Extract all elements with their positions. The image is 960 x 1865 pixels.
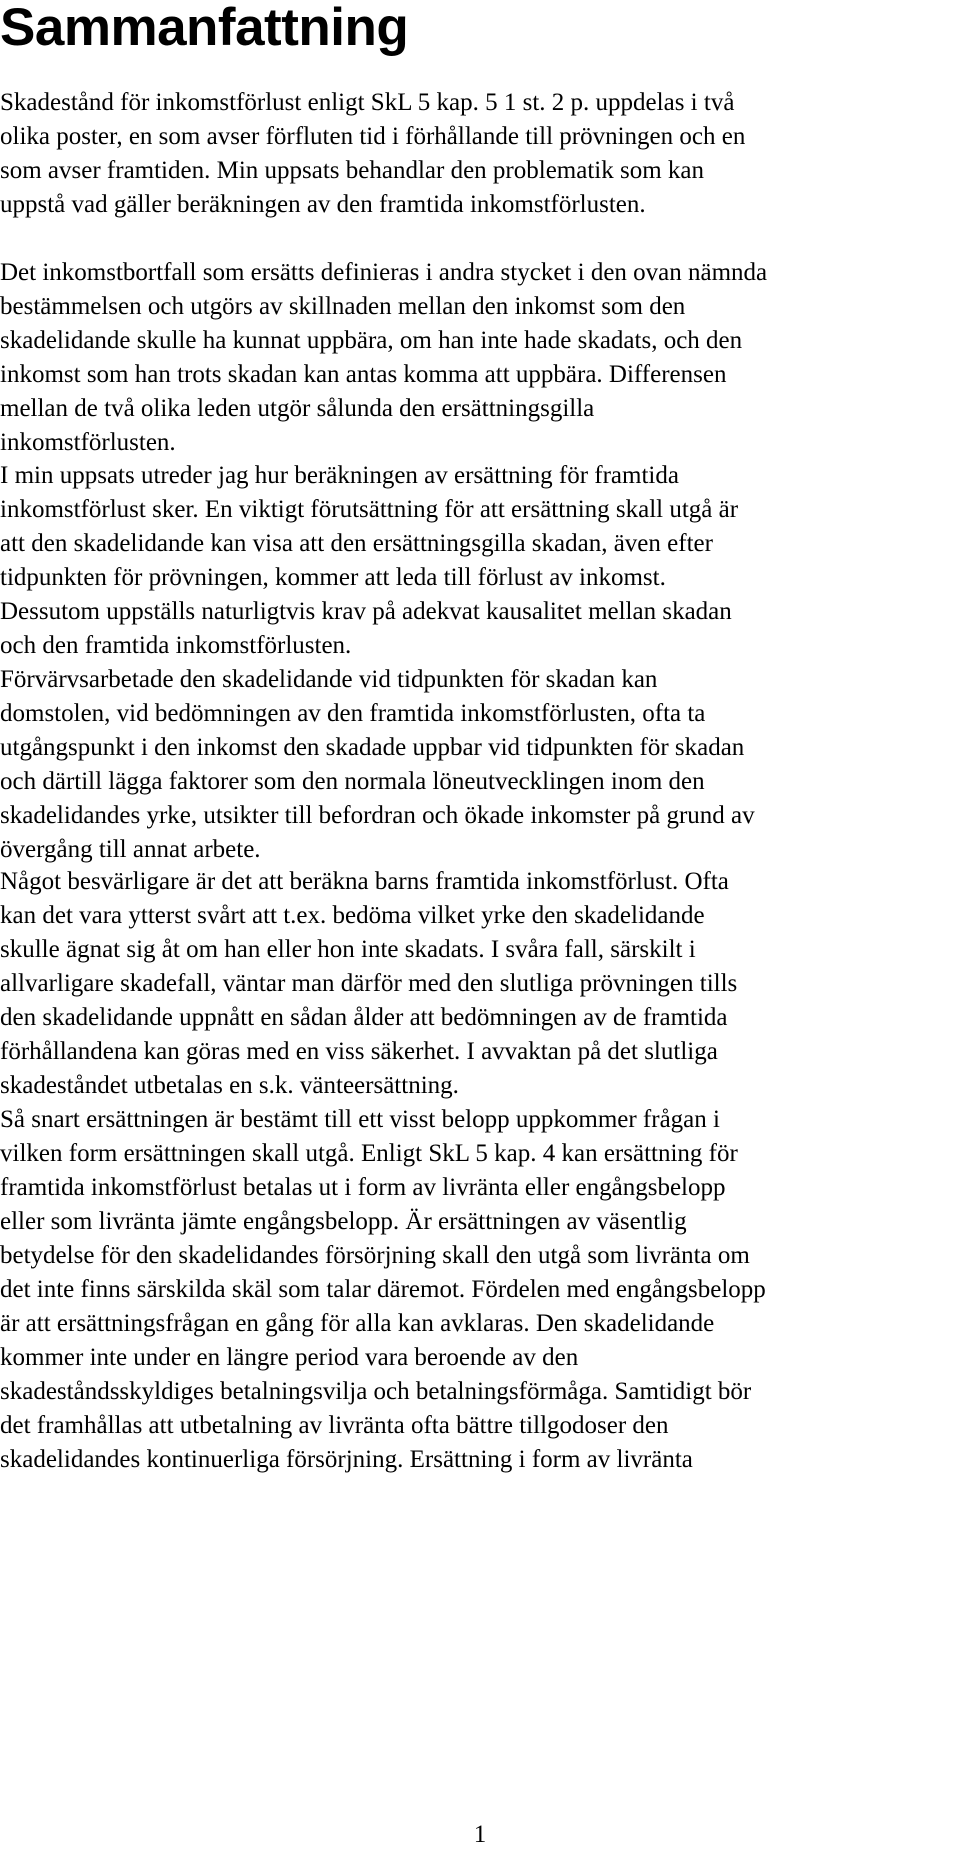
paragraph-1: Skadestånd för inkomstförlust enligt SkL 5 kap. 5 1 st. 2 p. uppdelas i två olika poster, en som avser förfluten tid i förhållande till prövningen och en som avser framtiden. Min uppsats behandlar den problematik som kan uppstå vad gäller beräkningen av den framtida inkomstförlusten. (0, 89, 746, 218)
paragraph-3: I min uppsats utreder jag hur beräkningen av ersättning för framtida inkomstförlust sker. En viktigt förutsättning för att ersättning skall utgå är att den skadelidande kan visa att den ersättningsgilla skadan, även efter tidpunkten för prövningen, kommer att leda till förlust av inkomst. Dessutom uppställs naturligtvis krav på adekvat kausalitet mellan skadan och den framtida inkomstförlusten. (0, 462, 739, 659)
page-title: Sammanfattning (0, 0, 409, 57)
page-number: 1 (473, 1821, 487, 1848)
paragraph-2: Det inkomstbortfall som ersätts definieras i andra stycket i den ovan nämnda bestämmelsen och utgörs av skillnaden mellan den inkomst som den skadelidande skulle ha kunnat uppbära, om han inte hade skadats, och den inkomst som han trots skadan kan antas komma att uppbära. Differensen mellan de två olika leden utgör sålunda den ersättningsgilla inkomstförlusten. (0, 259, 768, 456)
paragraph-6: Så snart ersättningen är bestämt till ett visst belopp uppkommer frågan i vilken form ersättningen skall utgå. Enligt SkL 5 kap. 4 kan ersättning för framtida inkomstförlust betalas ut i form av livränta eller engångsbelopp eller som livränta jämte engångsbelopp. Är ersättningen av väsentlig betydelse för den skadelidandes försörjning skall den utgå som livränta om det inte finns särskilda skäl som talar däremot. Fördelen med engångsbelopp är att ersättningsfrågan en gång för alla kan avklaras. Den skadelidande kommer inte under en längre period vara beroende av den skadeståndsskyldiges betalningsvilja och betalningsförmåga. Samtidigt bör det framhållas att utbetalning av livränta ofta bättre tillgodoser den skadelidandes kontinuerliga försörjning. Ersättning i form av livränta (0, 1106, 766, 1473)
paragraph-4: Förvärvsarbetade den skadelidande vid tidpunkten för skadan kan domstolen, vid bedömningen av den framtida inkomstförlusten, ofta ta utgångspunkt i den inkomst den skadade uppbar vid tidpunkten för skadan och därtill lägga faktorer som den normala löneutvecklingen inom den skadelidandes yrke, utsikter till befordran och ökade inkomster på grund av övergång till annat arbete. (0, 666, 755, 863)
paragraph-5: Något besvärligare är det att beräkna barns framtida inkomstförlust. Ofta kan det vara ytterst svårt att t.ex. bedöma vilket yrke den skadelidande skulle ägnat sig åt om han eller hon inte skadats. I svåra fall, särskilt i allvarligare skadefall, väntar man därför med den slutliga prövningen tills den skadelidande uppnått en sådan ålder att bedömningen av de framtida förhållandena kan göras med en viss säkerhet. I avvaktan på det slutliga skadeståndet utbetalas en s.k. vänteersättning. (0, 868, 738, 1099)
